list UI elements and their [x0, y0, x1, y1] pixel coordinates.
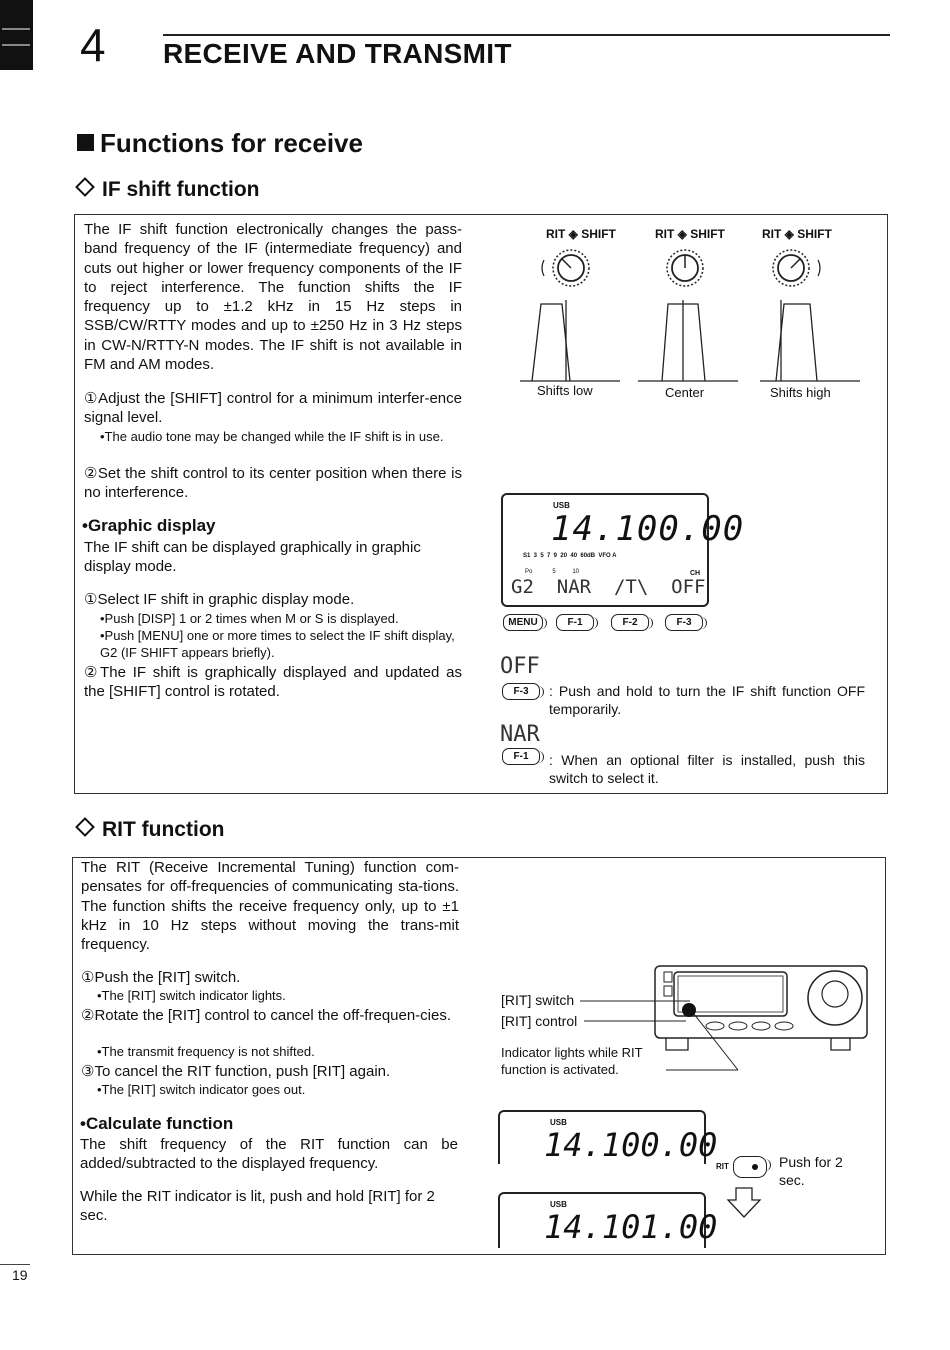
rit-step-2: ②Rotate the [RIT] control to cancel the off-frequen-cies.: [81, 1007, 452, 1024]
indicator-label: Indicator lights while RIT function is activated.: [501, 1045, 643, 1077]
lcd-ch: CH: [690, 570, 701, 577]
diamond-icon: [75, 817, 95, 837]
f1-key[interactable]: F-1: [556, 614, 594, 631]
chapter-title: RECEIVE AND TRANSMIT: [163, 38, 512, 69]
rit-step-3: ③To cancel the RIT function, push [RIT] again.: [81, 1063, 391, 1080]
rit-heading-text: RIT function: [102, 818, 225, 841]
rit-step-3-note: •The [RIT] switch indicator goes out.: [97, 1082, 306, 1097]
off-indicator: OFF: [500, 654, 540, 679]
passband-center-graphic: [638, 300, 738, 381]
shifts-high-label: Shifts high: [770, 385, 831, 400]
rit-intro: The RIT (Receive Incremental Tuning) function com-pensates for off-frequencies of communicating sta-tions. The function shifts the receive frequency only, up to ±1 kHz in 10 Hz steps without moving the trans-mit frequency.: [81, 859, 459, 954]
rit-step-1-note: •The [RIT] switch indicator lights.: [97, 988, 286, 1003]
rit-lcd-before-frequency: 14.100.00: [544, 1126, 718, 1164]
if-shift-intro: The IF shift function electronically changes the pass-band frequency of the IF (intermediate frequency) and cuts out higher or lower frequency components of the IF to reject interference. The function shifts the IF frequency up to ±1.2 kHz in 15 Hz steps in SSB/CW/RTTY modes and up to ±250 Hz in 3 Hz steps in CW-N/RTTY-N modes. The IF shift is not available in FM and AM modes.: [84, 221, 462, 374]
rit-lcd-after-frequency: 14.101.00: [544, 1208, 718, 1246]
lcd-po-scale: Po 5 10: [525, 569, 580, 575]
nar-indicator: NAR: [500, 722, 540, 747]
graphic-note-1: •Push [DISP] 1 or 2 times when M or S is displayed.: [100, 611, 399, 626]
calculate-text-2: While the RIT indicator is lit, push and hold [RIT] for 2 sec.: [80, 1188, 435, 1225]
rit-key-label: RIT: [716, 1162, 729, 1171]
page-number: 19: [12, 1267, 28, 1283]
header-rule: [163, 34, 890, 36]
down-arrow-icon: [726, 1186, 762, 1220]
rit-lcd-after-mode: USB: [550, 1200, 567, 1209]
shift-knob-low-icon: [542, 250, 589, 286]
off-f3-key[interactable]: F-3: [502, 683, 540, 700]
square-bullet-icon: [77, 134, 94, 151]
nar-f1-key[interactable]: F-1: [502, 748, 540, 765]
passband-low-graphic: [520, 300, 620, 381]
off-description: : Push and hold to turn the IF shift function OFF temporarily.: [549, 683, 865, 717]
f2-key[interactable]: F-2: [611, 614, 649, 631]
rit-dot-icon: [752, 1164, 758, 1170]
passband-high-graphic: [760, 300, 860, 381]
center-label: Center: [665, 385, 705, 400]
shift-knob-center-icon: [667, 250, 703, 286]
rit-step-1: ①Push the [RIT] switch.: [81, 969, 241, 986]
lcd-frequency: 14.100.00: [551, 509, 745, 549]
if-step-1: ①Adjust the [SHIFT] control for a minimum interfer-ence signal level.: [84, 390, 462, 427]
calculate-heading: •Calculate function: [80, 1114, 234, 1133]
section-title: [77, 128, 363, 159]
graphic-display-text: The IF shift can be displayed graphically in graphic display mode.: [84, 539, 421, 576]
rit-indicator-lamp-icon: [682, 1003, 696, 1017]
chapter-tab-marker: [0, 0, 33, 70]
rit-key-button[interactable]: [733, 1156, 767, 1178]
calculate-text: The shift frequency of the RIT function can be added/subtracted to the displayed frequency.: [80, 1136, 458, 1173]
if-step-2: ②Set the shift control to its center position when there is no interference.: [84, 465, 462, 502]
graphic-step-2: ②The IF shift is graphically displayed and updated as the [SHIFT] control is rotated.: [84, 664, 462, 701]
f3-key[interactable]: F-3: [665, 614, 703, 631]
shift-knob-high-icon: [773, 250, 820, 286]
tab-divider: [2, 28, 30, 30]
rit-control-label: [RIT] control: [501, 1013, 578, 1029]
tab-divider: [2, 44, 30, 46]
if-shift-diagram: [510, 238, 880, 388]
knob-label-3: RIT ◈ SHIFT: [762, 227, 832, 241]
diamond-icon: [75, 177, 95, 197]
rit-lcd-after: [498, 1192, 718, 1248]
rit-step-2-note: •The transmit frequency is not shifted.: [97, 1044, 315, 1059]
chapter-number: 4: [80, 19, 106, 71]
lcd-graphic-row: G2 NAR /T\ OFF: [511, 576, 706, 598]
if-step-1-note: •The audio tone may be changed while the IF shift is in use.: [100, 429, 444, 444]
section-title-text: Functions for receive: [100, 128, 363, 158]
lcd-mode: USB: [553, 501, 570, 510]
push-for-label: Push for 2 sec.: [779, 1154, 843, 1188]
if-shift-heading: [74, 178, 259, 202]
knob-label-1: RIT ◈ SHIFT: [546, 227, 616, 241]
lcd-meter-scale: S1 3 5 7 9 20 40 60dB VFO A: [523, 553, 617, 559]
rit-switch-label: [RIT] switch: [501, 992, 575, 1008]
graphic-lcd-display: [501, 493, 745, 607]
rit-lcd-before-mode: USB: [550, 1118, 567, 1127]
knob-label-2: RIT ◈ SHIFT: [655, 227, 725, 241]
rit-heading: [74, 818, 224, 842]
menu-key[interactable]: MENU: [503, 614, 543, 631]
footer-rule: [0, 1264, 30, 1265]
graphic-display-heading: •Graphic display: [82, 516, 216, 535]
if-shift-heading-text: IF shift function: [102, 178, 260, 201]
nar-description: : When an optional filter is installed, push this switch to select it.: [549, 752, 865, 786]
rit-lcd-before: [498, 1110, 718, 1164]
shifts-low-label: Shifts low: [537, 383, 593, 398]
graphic-step-1: ①Select IF shift in graphic display mode.: [84, 591, 355, 608]
graphic-note-2: •Push [MENU] one or more times to select the IF shift display, G2 (IF SHIFT appears briefly).: [100, 628, 455, 660]
